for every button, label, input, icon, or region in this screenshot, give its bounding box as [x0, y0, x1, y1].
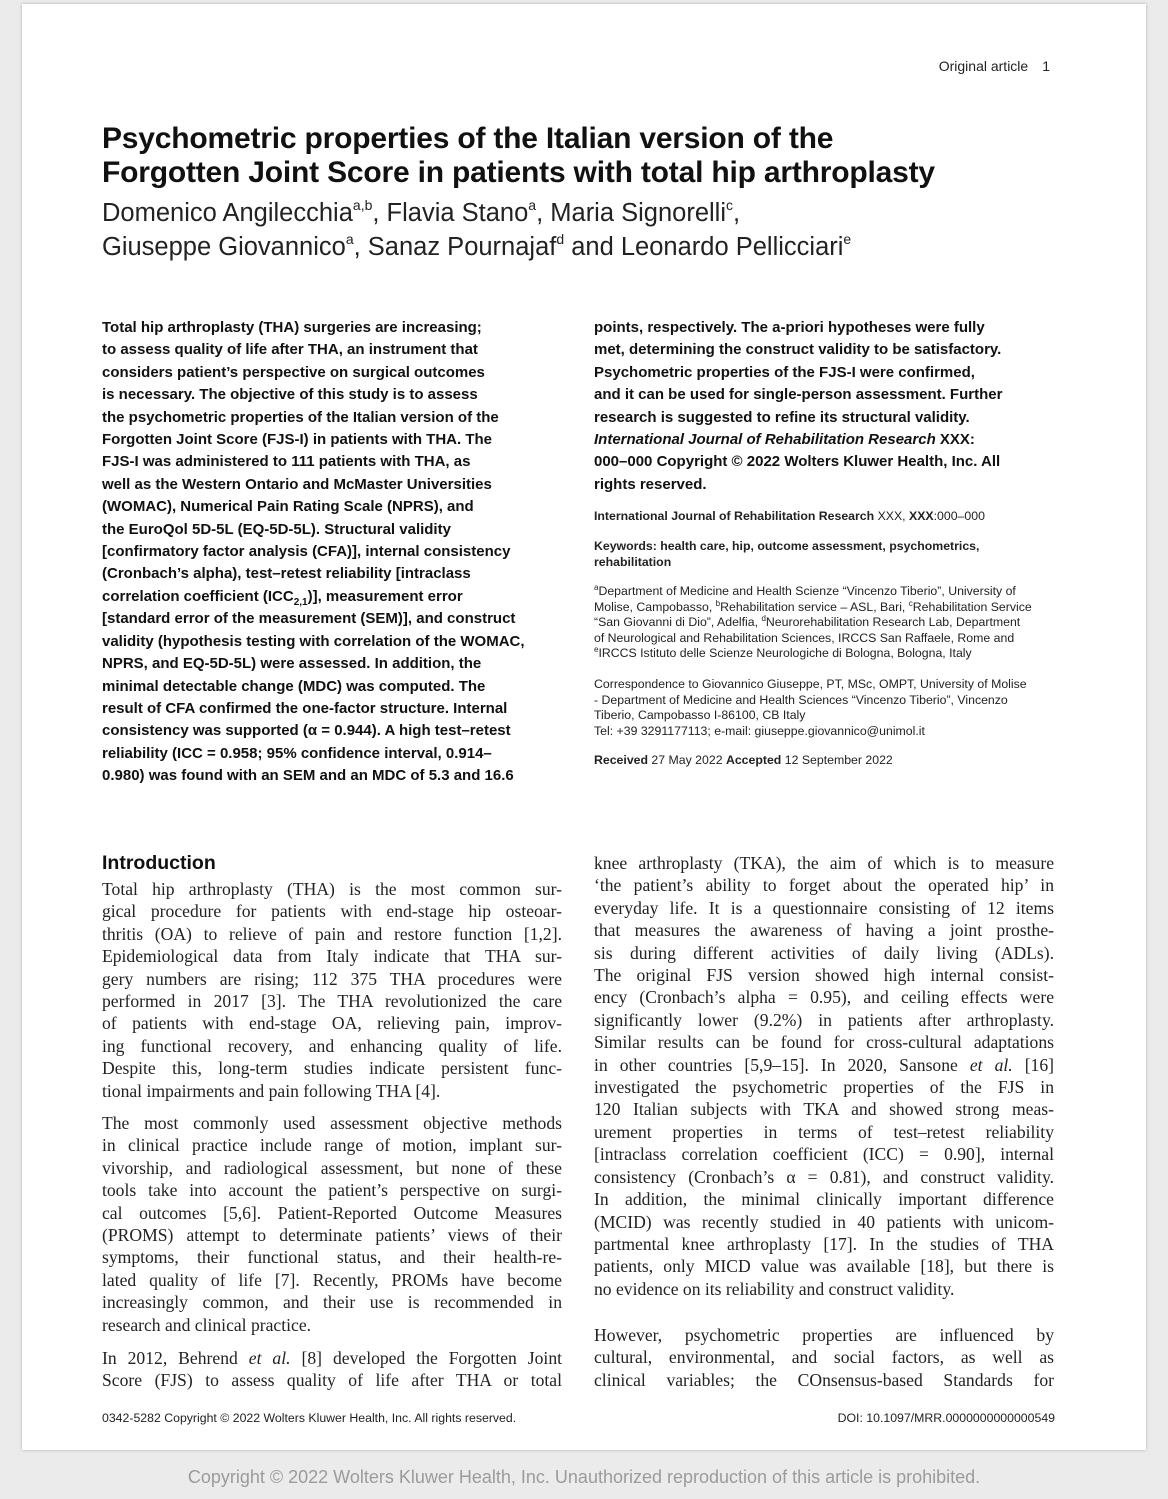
intro-paragraph-2: The most commonly used assessment objective methods in clinical practice include range of motion, implant sur- vivorship, and radiological assessment, but none of these tools take into account the patient’s perspective on surgi- cal outcomes [5,6]. Patient-Reported Outcome Measures (PROMS) attempt to determinate patients’ views of their symptoms, their functional status, and their health-re- lated quality of life [7]. Recently, PROMs have become increasingly common, and their use is recommended in research and clinical practice. — [102, 1113, 562, 1335]
journal-reference: International Journal of Rehabilitation Research XXX, XXX:000–000 — [594, 509, 985, 523]
author-name: Domenico Angilecchia — [102, 199, 353, 227]
footer-doi: DOI: 10.1097/MRR.0000000000000549 — [837, 1411, 1055, 1425]
correspondence: Correspondence to Giovannico Giuseppe, PT, MSc, OMPT, University of Molise - Department of Medicine and Health Sciences “Vincenzo Tiberio”, Vincenzo Tiberio, Campobasso I-86100, CB Italy Tel: +39 3291177113; e-mail: giuseppe.giovannico@unimol.it — [594, 677, 1027, 738]
author-line-2: Giuseppe Giovannico$^a$, Sanaz Pournajaf$^d$ and Leonardo Pellicciari$^e$ — [102, 230, 852, 261]
author-line-1: Domenico Angilecchia$^{a,b}$, Flavia Stano$^a$, Maria Signorelli$^c$, — [102, 196, 741, 227]
affiliations: $^a$Department of Medicine and Health Scienze “Vincenzo Tiberio”, University of Molise, Campobasso, $^b$Rehabilitation service – ASL, Bari, $^c$Rehabilitation Service “San Giovanni di Dio”, Adelfia, $^d$Neurorehabilitation Research Lab, Department of Neurological and Rehabilitation Sciences, IRCCS San Raffaele, Rome and $^e$IRCCS Istituto delle Scienze Neurologiche di Bologna, Bologna, Italy — [594, 582, 1032, 661]
page-number: 1 — [1042, 58, 1050, 74]
author-name: Giuseppe Giovannico — [102, 233, 346, 261]
abstract-left-column: Total hip arthroplasty (THA) surgeries are increasing; to assess quality of life after THA, an instrument that considers patient’s perspective on surgical outcomes is necessary. The objective of this study is to assess the psychometric properties of the Italian version of the Forgotten Joint Score (FJS-I) in patients with THA. The FJS-I was administered to 111 patients with THA, as well as the Western Ontario and McMaster Universities (WOMAC), Numerical Pain Rating Scale (NPRS), and the EuroQol 5D-5L (EQ-5D-5L). Structural validity [confirmatory factor analysis (CFA)], internal consistency (Cronbach’s alpha), test–retest reliability [intraclass correlation coefficient $(ICC_{2,1})$], measurement error [standard error of the measurement (SEM)], and construct validity (hypothesis testing with correlation of the WOMAC, NPRS, and EQ-5D-5L) were assessed. In addition, the minimal detectable change (MDC) was computed. The result of CFA confirmed the one-factor structure. Internal consistency was supported (α = 0.944). A high test–retest reliability (ICC = 0.958; 95% confidence interval, 0.914– 0.980) was found with an SEM and an MDC of 5.3 and 16.6 — [102, 319, 525, 785]
keywords: Keywords: health care, hip, outcome assessment, psychometrics, rehabilitation — [594, 539, 980, 569]
footer-copyright: 0342-5282 Copyright © 2022 Wolters Kluwer Health, Inc. All rights reserved. — [102, 1411, 517, 1425]
intro-paragraph-1: Total hip arthroplasty (THA) is the most common sur- gical procedure for patients with end-stage hip osteoar- thritis (OA) to relieve of pain and restore function [1,2]. Epidemiological data from Italy indicate that THA sur- gery numbers are rising; 112 375 THA procedures were performed in 2017 [3]. The THA revolutionized the care of patients with end-stage OA, relieving pain, improv- ing functional recovery, and enhancing quality of life. Despite this, long-term studies indicate persistent func- tional impairments and pain following THA [4]. — [102, 879, 562, 1101]
right-paragraph-2: However, psychometric properties are influenced by cultural, environmental, and social factors, as well as clinical variables; the COnsensus-based Standards for — [594, 1325, 1054, 1390]
author-name: Leonardo Pellicciari — [620, 233, 844, 261]
running-head — [939, 58, 1050, 74]
author-name: Maria Signorelli — [550, 199, 727, 227]
article-type-label: Original article — [938, 58, 1029, 74]
author-name: Flavia Stano — [386, 199, 529, 227]
intro-paragraph-3: In 2012, Behrend et al. [8] developed the Forgotten Joint Score (FJS) to assess quality of life after THA or total — [102, 1348, 563, 1391]
author-name: Sanaz Pournajaf — [367, 233, 557, 261]
author-list — [102, 196, 1102, 264]
received-accepted-dates: Received 27 May 2022 Accepted 12 September 2022 — [594, 753, 893, 767]
section-heading-introduction: Introduction — [102, 852, 216, 874]
article-title: Psychometric properties of the Italian version of the Forgotten Joint Score in patients with total hip arthroplasty — [102, 122, 935, 189]
abstract-right-column: points, respectively. The a-priori hypotheses were fully met, determining the construct validity to be satisfactory. Psychometric properties of the FJS-I were confirmed, and it can be used for single-person assessment. Further research is suggested to refine its structural validity. International Journal of Rehabilitation Research XXX: 000–000 Copyright © 2022 Wolters Kluwer Health, Inc. All rights reserved. — [594, 317, 1054, 496]
right-paragraph-1: knee arthroplasty (TKA), the aim of which is to measure ‘the patient’s ability to forget about the operated hip’ in everyday life. It is a questionnaire consisting of 12 items that measures the awareness of having a joint prosthe- sis during different activities of daily living (ADLs). The original FJS version showed high internal consist- ency (Cronbach’s alpha = 0.95), and ceiling effects were significantly lower (9.2%) in patients after arthroplasty. Similar results can be found for cross-cultural adaptations in other countries [5,9–15]. In 2020, Sansone et al. [16] investigated the psychometric properties of the FJS in 120 Italian subjects with TKA and showed strong meas- urement properties in terms of test–retest reliability [intraclass correlation coefficient (ICC) = 0.90], internal consistency (Cronbach’s α = 0.81), and construct validity. In addition, the minimal clinically important difference (MCID) was recently studied in 40 patients with unicom- partmental knee arthroplasty [17]. In the studies of THA patients, only MICD value was available [18], but there is no evidence on its reliability and construct validity. — [594, 853, 1055, 1299]
citation-line: International Journal of Rehabilitation Research XXX: — [594, 431, 975, 449]
copyright-notice: Copyright © 2022 Wolters Kluwer Health, Inc. Unauthorized reproduction of this article is prohibited. — [187, 1467, 981, 1487]
article-page — [22, 4, 1146, 1450]
